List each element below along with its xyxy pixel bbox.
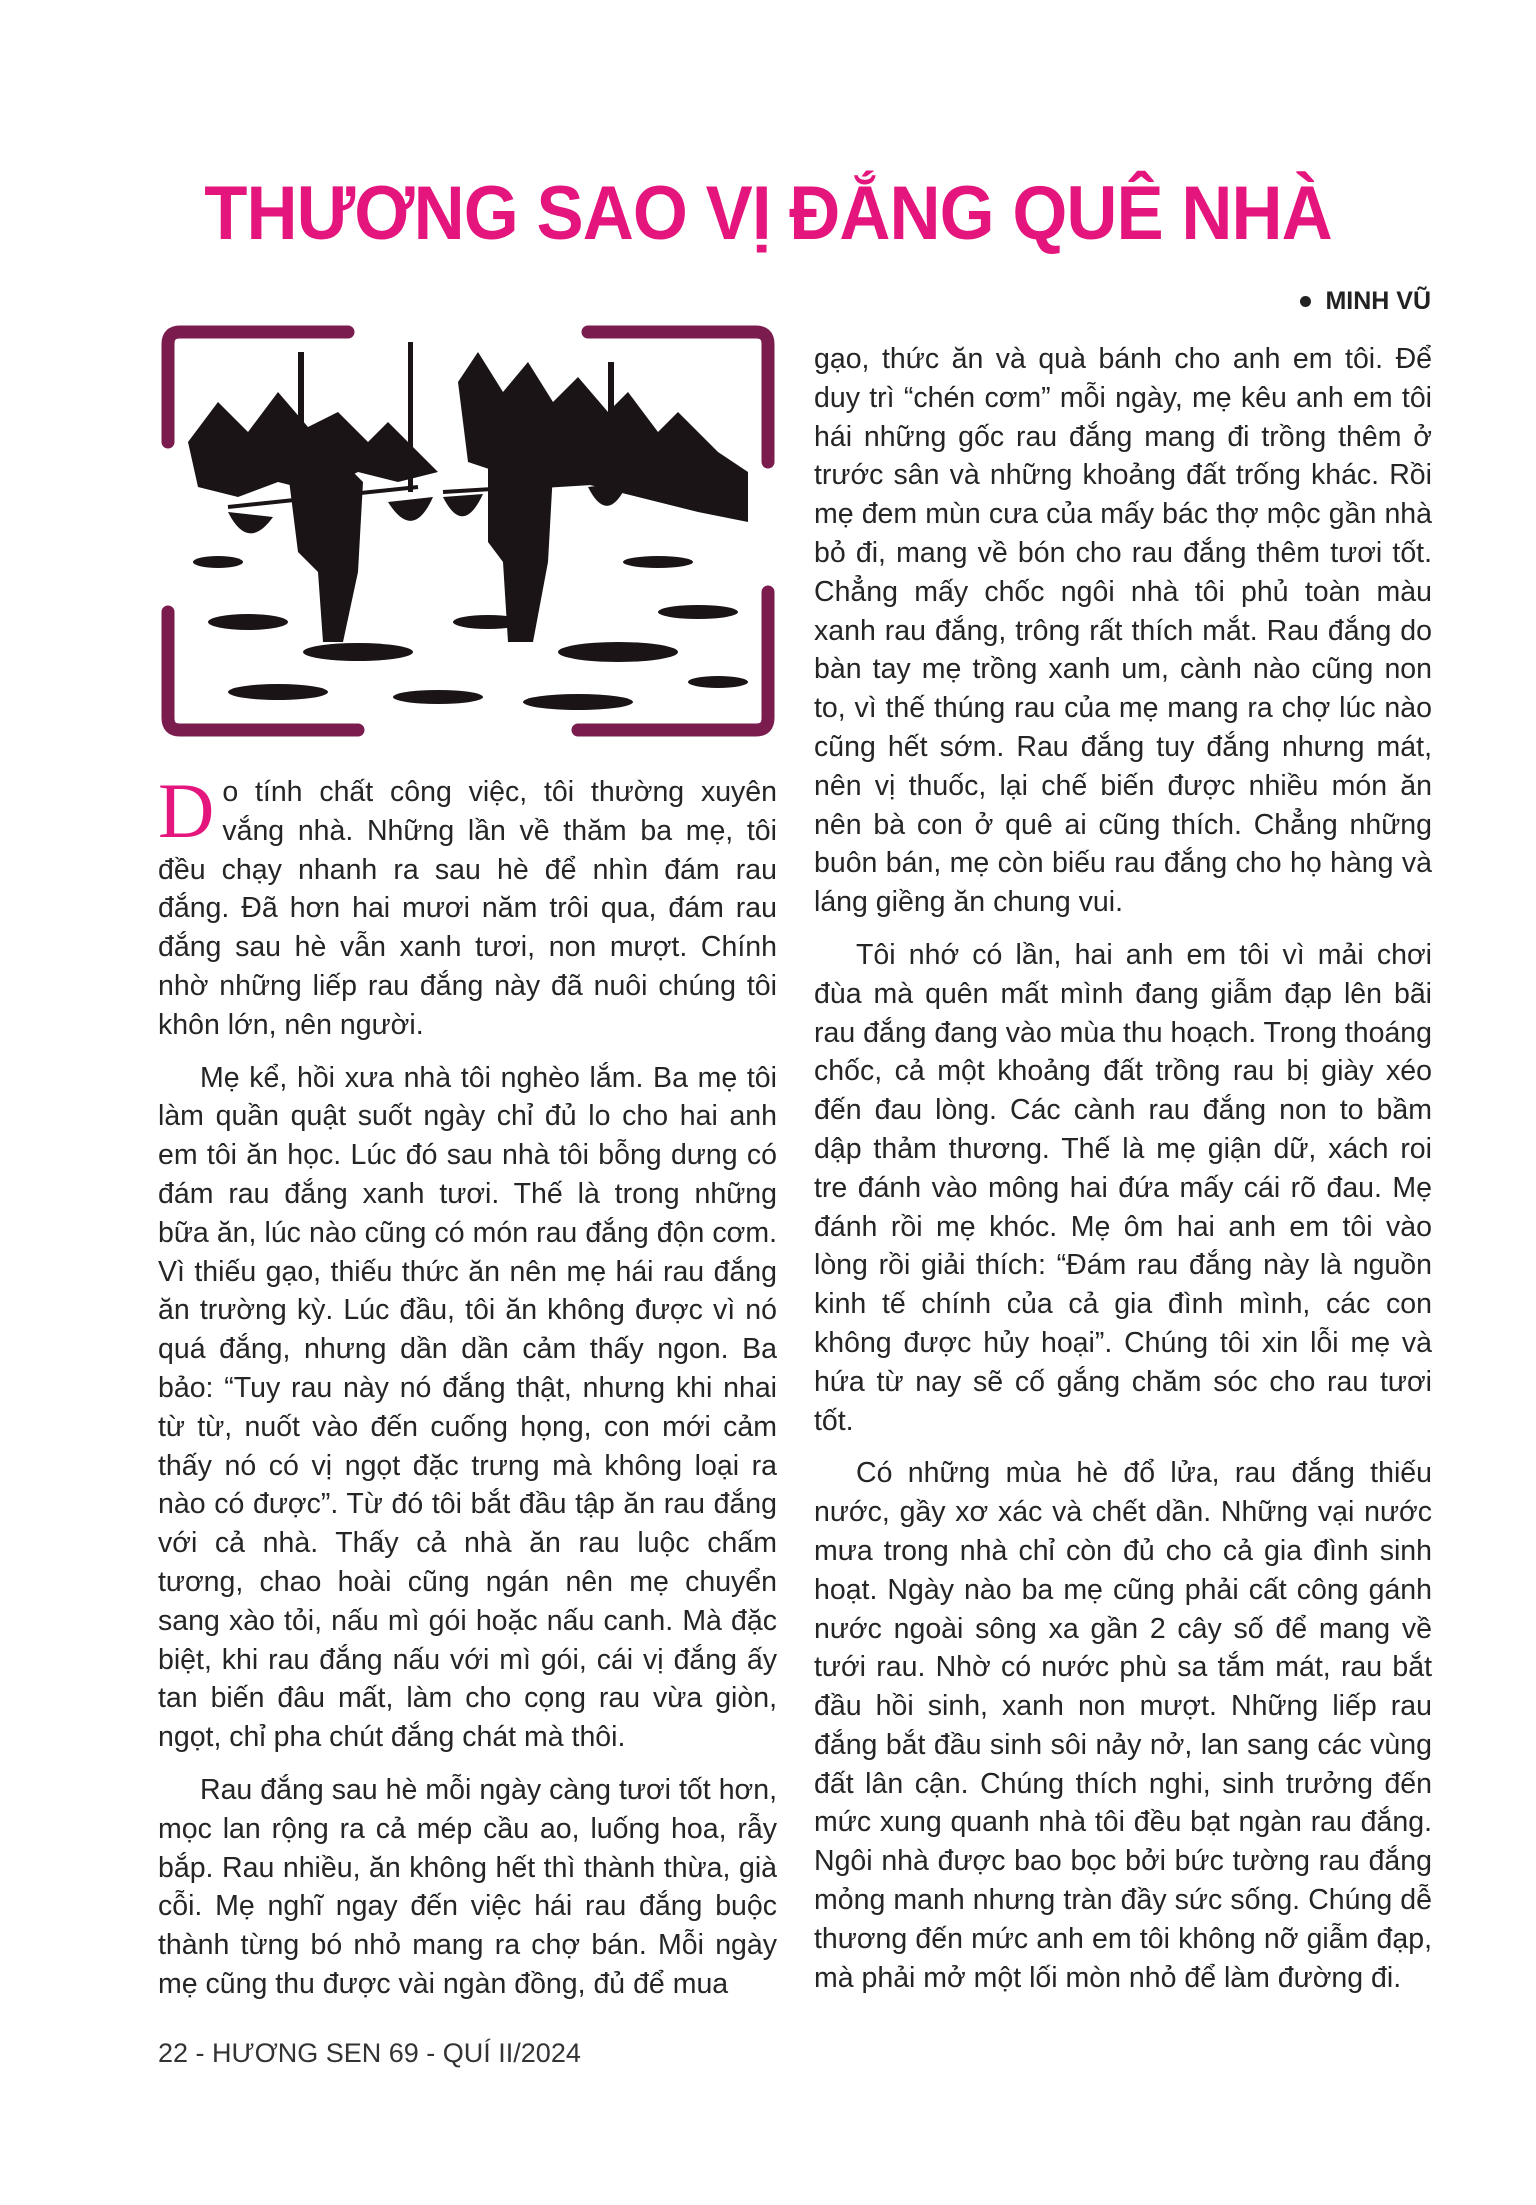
- page-footer: 22 - HƯƠNG SEN 69 - QUÍ II/2024: [158, 2038, 581, 2068]
- article-column-left: [158, 767, 777, 2018]
- paragraph: gạo, thức ăn và quà bánh cho anh em tôi. Để duy trì “chén cơm” mỗi ngày, mẹ kêu anh em tôi hái những gốc rau đắng mang đi trồng thêm ở trước sân và những khoảng đất trống khác. Rồi mẹ đem mùn cưa của mấy bác thợ mộc gần nhà bỏ đi, mang về bón cho rau đắng thêm tươi tốt. Chẳng mấy chốc ngôi nhà tôi phủ toàn màu xanh rau đắng, trông rất thích mắt. Rau đắng do bàn tay mẹ trồng xanh um, cành nào cũng non to, vì thế thúng rau của mẹ mang ra chợ lúc nào cũng hết sớm. Rau đắng tuy đắng nhưng mát, nên vị thuốc, lại chế biến được nhiều món ăn nên bà con ở quê ai cũng thích. Chẳng những buôn bán, mẹ còn biếu rau đắng cho họ hàng và láng giềng ăn chung vui.: [814, 343, 1432, 919]
- paragraph: Tôi nhớ có lần, hai anh em tôi vì mải chơi đùa mà quên mất mình đang giẫm đạp lên bãi rau đắng đang vào mùa thu hoạch. Trong thoáng chốc, cả một khoảng đất trồng rau bị giày xéo đến đau lòng. Các cành rau đắng non to bầm dập thảm thương. Thế là mẹ giận dữ, xách roi tre đánh vào mông hai đứa mấy cái rõ đau. Mẹ đánh rồi mẹ khóc. Mẹ ôm hai anh em tôi vào lòng rồi giải thích: “Đám rau đắng này là nguồn kinh tế chính của cả gia đình mình, các con không được hủy hoại”. Chúng tôi xin lỗi mẹ và hứa từ nay sẽ cố gắng chăm sóc cho rau tươi tốt.: [814, 938, 1432, 1437]
- paragraph: Có những mùa hè đổ lửa, rau đắng thiếu nước, gầy xơ xác và chết dần. Những vại nước mưa trong nhà chỉ còn đủ cho cả gia đình sinh hoạt. Ngày nào ba mẹ cũng phải cất công gánh nước ngoài sông xa gần 2 cây số để mang về tưới rau. Nhờ có nước phù sa tắm mát, rau bắt đầu hồi sinh, xanh non mượt. Những liếp rau đắng bắt đầu sinh sôi nảy nở, lan sang các vùng đất lân cận. Chúng thích nghi, sinh trưởng đến mức xung quanh nhà tôi đều bạt ngàn rau đắng. Ngôi nhà được bao bọc bởi bức tường rau đắng mỏng manh nhưng tràn đầy sức sống. Chúng dễ thương đến mức anh em tôi không nỡ giẫm đạp, mà phải mở một lối mòn nhỏ để làm đường đi.: [814, 1457, 1432, 1994]
- paragraph: Rau đắng sau hè mỗi ngày càng tươi tốt hơn, mọc lan rộng ra cả mép cầu ao, luống hoa, rẫy bắp. Rau nhiều, ăn không hết thì thành thừa, già cỗi. Mẹ nghĩ ngay đến việc hái rau đắng buộc thành từng bó nhỏ mang ra chợ bán. Mỗi ngày mẹ cũng thu được vài ngàn đồng, đủ để mua: [158, 1773, 777, 2000]
- paragraph: Do tính chất công việc, tôi thường xuyên vắng nhà. Những lần về thăm ba mẹ, tôi đều chạy nhanh ra sau hè để nhìn đám rau đắng. Đã hơn hai mươi năm trôi qua, đám rau đắng sau hè vẫn xanh tươi, non mượt. Chính nhờ những liếp rau đắng này đã nuôi chúng tôi khôn lớn, nên người.: [158, 767, 777, 1041]
- drop-cap: D: [158, 767, 215, 854]
- article-column-right: [814, 340, 1432, 2011]
- author-byline: [1300, 287, 1431, 316]
- bullet-icon: [1300, 296, 1311, 307]
- article-title: THƯƠNG SAO VỊ ĐẮNG QUÊ NHÀ: [204, 171, 1332, 256]
- author-name: MINH VŨ: [1325, 287, 1431, 315]
- article-photo: [158, 322, 778, 740]
- paragraph: Mẹ kể, hồi xưa nhà tôi nghèo lắm. Ba mẹ tôi làm quần quật suốt ngày chỉ đủ lo cho hai anh em tôi ăn học. Lúc đó sau nhà tôi bỗng dưng có đám rau đắng xanh tươi. Thế là trong những bữa ăn, lúc nào cũng có món rau đắng độn cơm. Vì thiếu gạo, thiếu thức ăn nên mẹ hái rau đắng ăn trường kỳ. Lúc đầu, tôi ăn không được vì nó quá đắng, nhưng dần dần cảm thấy ngon. Ba bảo: “Tuy rau này nó đắng thật, nhưng khi nhai từ từ, nuốt vào đến cuống họng, con mới cảm thấy nó có vị ngọt đặc trưng mà không loại ra nào có được”. Từ đó tôi bắt đầu tập ăn rau đắng với cả nhà. Thấy cả nhà ăn rau luộc chấm tương, chao hoài cũng ngán nên mẹ chuyển sang xào tỏi, nấu mì gói hoặc nấu canh. Mà đặc biệt, khi rau đắng nấu với mì gói, cái vị đắng ấy tan biến đâu mất, làm cho cọng rau vừa giòn, ngọt, chỉ pha chút đắng chát mà thôi.: [158, 1061, 777, 1754]
